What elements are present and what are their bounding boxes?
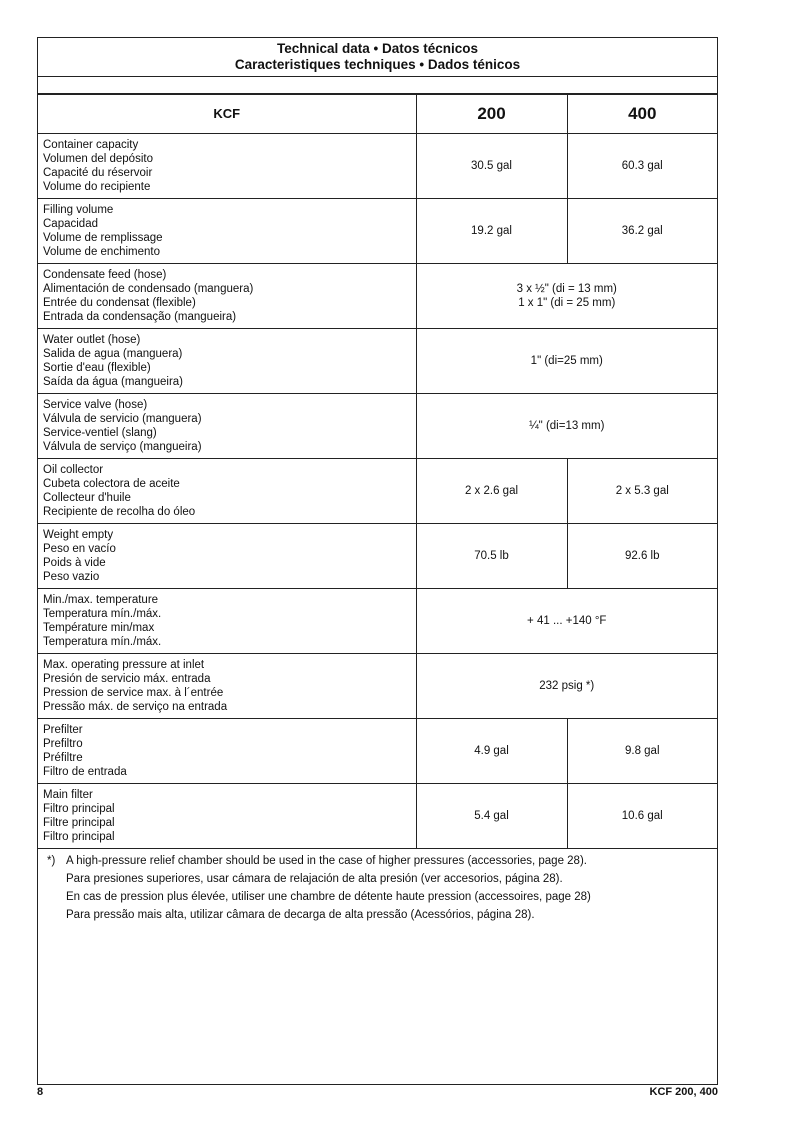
spec-value-line: 1" (di=25 mm) [530,355,603,367]
spec-row [38,589,717,654]
spec-label-line: Collecteur d'huile [43,492,131,504]
spec-label [38,784,416,849]
spec-row [38,329,717,394]
spec-table [38,94,717,849]
spec-value-400: 92.6 lb [567,524,717,589]
footnote-line: Para presiones superiores, usar cámara de relajación de alta presión (ver accesorios, página 28). [66,873,563,885]
page-frame [37,37,718,1085]
spec-value-merged [416,589,717,654]
spec-label-line: Condensate feed (hose) [43,269,167,281]
title-spacer [38,77,717,94]
spec-label-line: Peso en vacío [43,543,116,555]
spec-label-line: Peso vazio [43,571,100,583]
spec-label-line: Service valve (hose) [43,399,148,411]
footnote-line: En cas de pression plus élevée, utiliser une chambre de détente haute pression (accessoires, page 28) [66,891,591,903]
page-number: 8 [37,1086,44,1098]
spec-value-line: ¼" (di=13 mm) [529,420,605,432]
spec-row [38,459,717,524]
spec-label-line: Temperatura mín./máx. [43,636,162,648]
spec-row [38,134,717,199]
spec-row [38,524,717,589]
spec-label [38,719,416,784]
spec-value-200: 4.9 gal [416,719,567,784]
footnote-text [66,852,707,924]
spec-value-200: 5.4 gal [416,784,567,849]
spec-value-200: 19.2 gal [416,199,567,264]
spec-label [38,654,416,719]
spec-value-400: 2 x 5.3 gal [567,459,717,524]
spec-label-line: Capacidad [43,218,98,230]
spec-label-line: Prefiltro [43,738,83,750]
product-name: KCF 200, 400 [649,1086,718,1098]
spec-label-line: Volume de remplissage [43,232,163,244]
spec-label-line: Pressão máx. de serviço na entrada [43,701,228,713]
spec-label-line: Recipiente de recolha do óleo [43,506,196,518]
spec-value-400: 10.6 gal [567,784,717,849]
spec-label-line: Poids à vide [43,557,106,569]
spec-label-line: Capacité du réservoir [43,167,153,179]
spec-label [38,264,416,329]
spec-value-line: 232 psig *) [539,680,595,692]
spec-label-line: Entrada da condensação (mangueira) [43,311,237,323]
spec-value-line: 3 x ½" (di = 13 mm) [516,283,617,295]
spec-label-line: Service-ventiel (slang) [43,427,157,439]
spec-label-line: Temperatura mín./máx. [43,608,162,620]
spec-label [38,524,416,589]
spec-label-line: Prefilter [43,724,83,736]
spec-value-merged [416,654,717,719]
title-line-2: Caracteristiques techniques • Dados ténicos [234,57,521,72]
spec-value-line: + 41 ... +140 °F [527,615,607,627]
spec-row [38,394,717,459]
footnote-marker: *) [47,855,56,867]
spec-label-line: Alimentación de condensado (manguera) [43,283,254,295]
spec-label-line: Salida de agua (manguera) [43,348,183,360]
spec-label-line: Filtro principal [43,803,115,815]
spec-label [38,459,416,524]
spec-label-line: Presión de servicio máx. entrada [43,673,211,685]
spec-label-line: Container capacity [43,139,139,151]
spec-label-line: Pression de service max. à l´entrée [43,687,224,699]
spec-label-line: Température min/max [43,622,155,634]
spec-value-400: 36.2 gal [567,199,717,264]
spec-value-line: 1 x 1" (di = 25 mm) [518,297,616,309]
spec-value-400: 60.3 gal [567,134,717,199]
spec-label-line: Filling volume [43,204,114,216]
spec-value-200: 2 x 2.6 gal [416,459,567,524]
spec-row [38,654,717,719]
spec-label-line: Filtro principal [43,831,115,843]
header-row [38,95,717,134]
title-line-1: Technical data • Datos técnicos [276,41,479,56]
spec-row [38,199,717,264]
spec-label-line: Water outlet (hose) [43,334,141,346]
spec-label-line: Sortie d'eau (flexible) [43,362,151,374]
spec-label [38,329,416,394]
spec-label-line: Weight empty [43,529,114,541]
spec-label-line: Min./max. temperature [43,594,159,606]
spec-label-line: Oil collector [43,464,104,476]
header-col-400: 400 [567,95,717,134]
header-model: KCF [38,95,416,134]
spec-label [38,589,416,654]
spec-label-line: Entrée du condensat (flexible) [43,297,196,309]
spec-value-400: 9.8 gal [567,719,717,784]
spec-label [38,199,416,264]
spec-value-merged [416,329,717,394]
spec-value-200: 30.5 gal [416,134,567,199]
footnote [47,852,707,924]
spec-label-line: Volume do recipiente [43,181,151,193]
spec-value-merged [416,394,717,459]
spec-row [38,719,717,784]
spec-label-line: Max. operating pressure at inlet [43,659,205,671]
spec-label-line: Válvula de servicio (manguera) [43,413,202,425]
spec-label-line: Préfiltre [43,752,83,764]
spec-label-line: Volumen del depósito [43,153,153,165]
spec-row [38,784,717,849]
spec-label-line: Filtro de entrada [43,766,127,778]
spec-label-line: Cubeta colectora de aceite [43,478,180,490]
page-title [38,38,717,77]
spec-label-line: Válvula de serviço (mangueira) [43,441,202,453]
footnote-line: A high-pressure relief chamber should be used in the case of higher pressures (accessories, page 28). [66,855,587,867]
spec-label-line: Volume de enchimento [43,246,160,258]
header-col-200: 200 [416,95,567,134]
spec-label-line: Filtre principal [43,817,115,829]
spec-row [38,264,717,329]
spec-value-merged [416,264,717,329]
spec-label-line: Saída da água (mangueira) [43,376,184,388]
spec-label [38,394,416,459]
footnote-line: Para pressão mais alta, utilizar câmara de decarga de alta pressão (Acessórios, página 28). [66,909,535,921]
spec-label-line: Main filter [43,789,93,801]
spec-value-200: 70.5 lb [416,524,567,589]
spec-label [38,134,416,199]
